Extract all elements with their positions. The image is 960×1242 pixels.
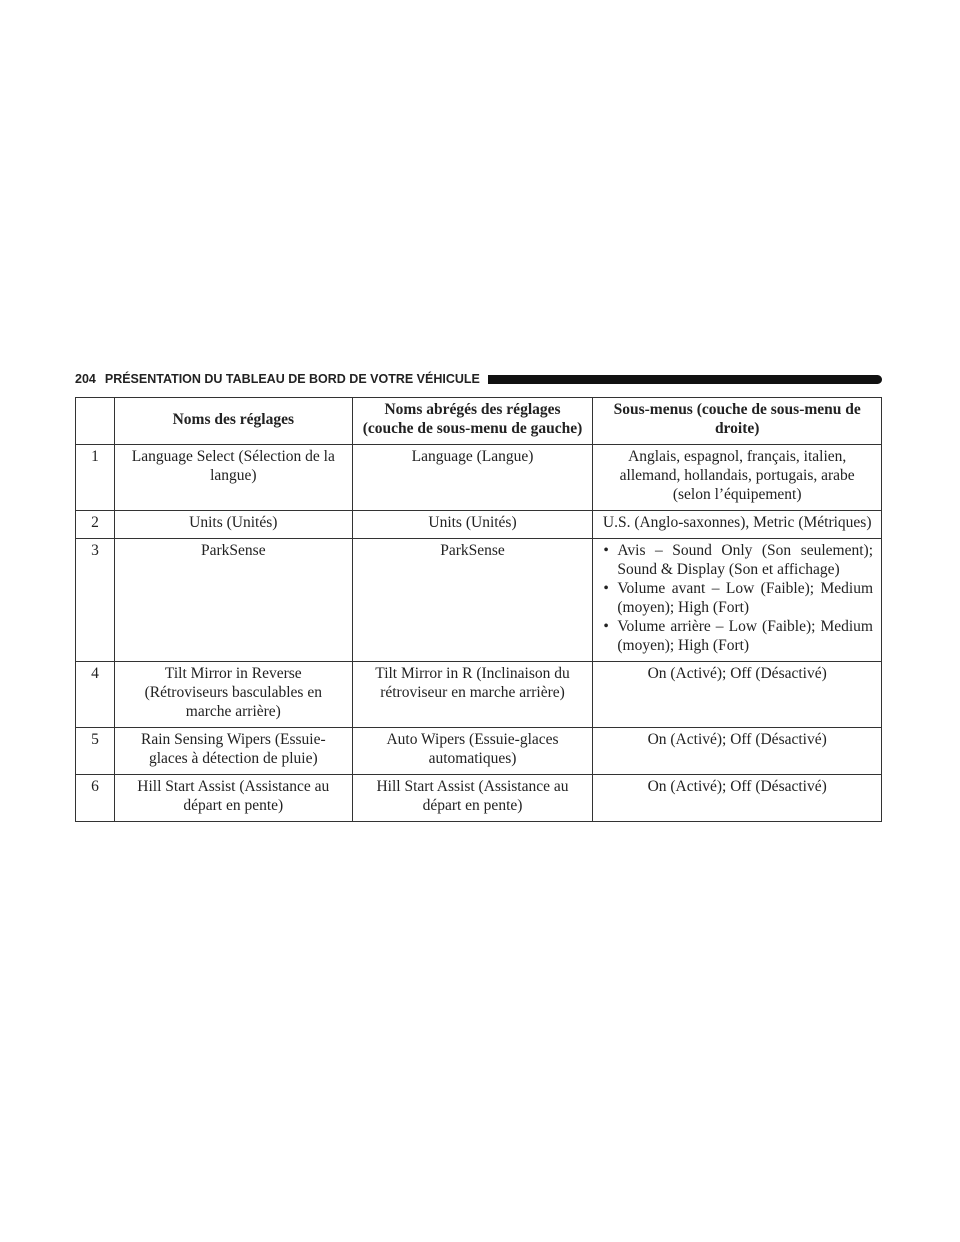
setting-short-name: Language (Langue) [352,445,593,511]
setting-short-name: Tilt Mirror in R (Inclinaison du rétroviseur en marche arrière) [352,662,593,728]
setting-short-name: Hill Start Assist (Assistance au départ en pente) [352,775,593,822]
row-number: 4 [76,662,115,728]
setting-submenu: U.S. (Anglo-saxonnes), Metric (Métriques) [593,511,882,539]
table-row [76,539,882,662]
setting-submenu: Anglais, espagnol, français, italien, allemand, hollandais, portugais, arabe (selon l’équipement) [593,445,882,511]
table-row [76,662,882,728]
setting-submenu: On (Activé); Off (Désactivé) [593,775,882,822]
page-number: 204 [75,372,96,386]
setting-submenu [593,539,882,662]
setting-name: Language Select (Sélection de la langue) [114,445,352,511]
setting-name: Hill Start Assist (Assistance au départ en pente) [114,775,352,822]
list-item [601,579,873,617]
column-header-submenu: Sous-menus (couche de sous-menu de droite) [593,398,882,445]
column-header-short-name: Noms abrégés des réglages (couche de sous-menu de gauche) [352,398,593,445]
setting-submenu: On (Activé); Off (Désactivé) [593,662,882,728]
submenu-bullet-list [601,541,873,655]
row-number: 3 [76,539,115,662]
bullet-icon: • [603,618,609,635]
row-number: 6 [76,775,115,822]
bullet-icon: • [603,542,609,559]
table-header-row [76,398,882,445]
row-number: 1 [76,445,115,511]
section-title: PRÉSENTATION DU TABLEAU DE BORD DE VOTRE VÉHICULE [104,372,480,386]
table-row [76,511,882,539]
setting-name: ParkSense [114,539,352,662]
submenu-item-text: Volume arrière – Low (Faible); Medium (moyen); High (Fort) [617,618,873,654]
table-row [76,445,882,511]
row-number: 2 [76,511,115,539]
column-header-setting-name: Noms des réglages [114,398,352,445]
submenu-item-text: Avis – Sound Only (Son seulement); Sound & Display (Son et affichage) [617,542,873,578]
setting-short-name: ParkSense [352,539,593,662]
setting-name: Units (Unités) [114,511,352,539]
submenu-item-text: Volume avant – Low (Faible); Medium (moyen); High (Fort) [617,580,873,616]
running-header [75,370,882,388]
list-item [601,617,873,655]
setting-short-name: Auto Wipers (Essuie-glaces automatiques) [352,728,593,775]
bullet-icon: • [603,580,609,597]
table-row [76,728,882,775]
list-item [601,541,873,579]
setting-name: Tilt Mirror in Reverse (Rétroviseurs basculables en marche arrière) [114,662,352,728]
table-row [76,775,882,822]
settings-table [75,397,882,822]
setting-short-name: Units (Unités) [352,511,593,539]
header-rule [488,375,882,384]
row-number: 5 [76,728,115,775]
setting-submenu: On (Activé); Off (Désactivé) [593,728,882,775]
setting-name: Rain Sensing Wipers (Essuie-glaces à détection de pluie) [114,728,352,775]
column-header-number [76,398,115,445]
